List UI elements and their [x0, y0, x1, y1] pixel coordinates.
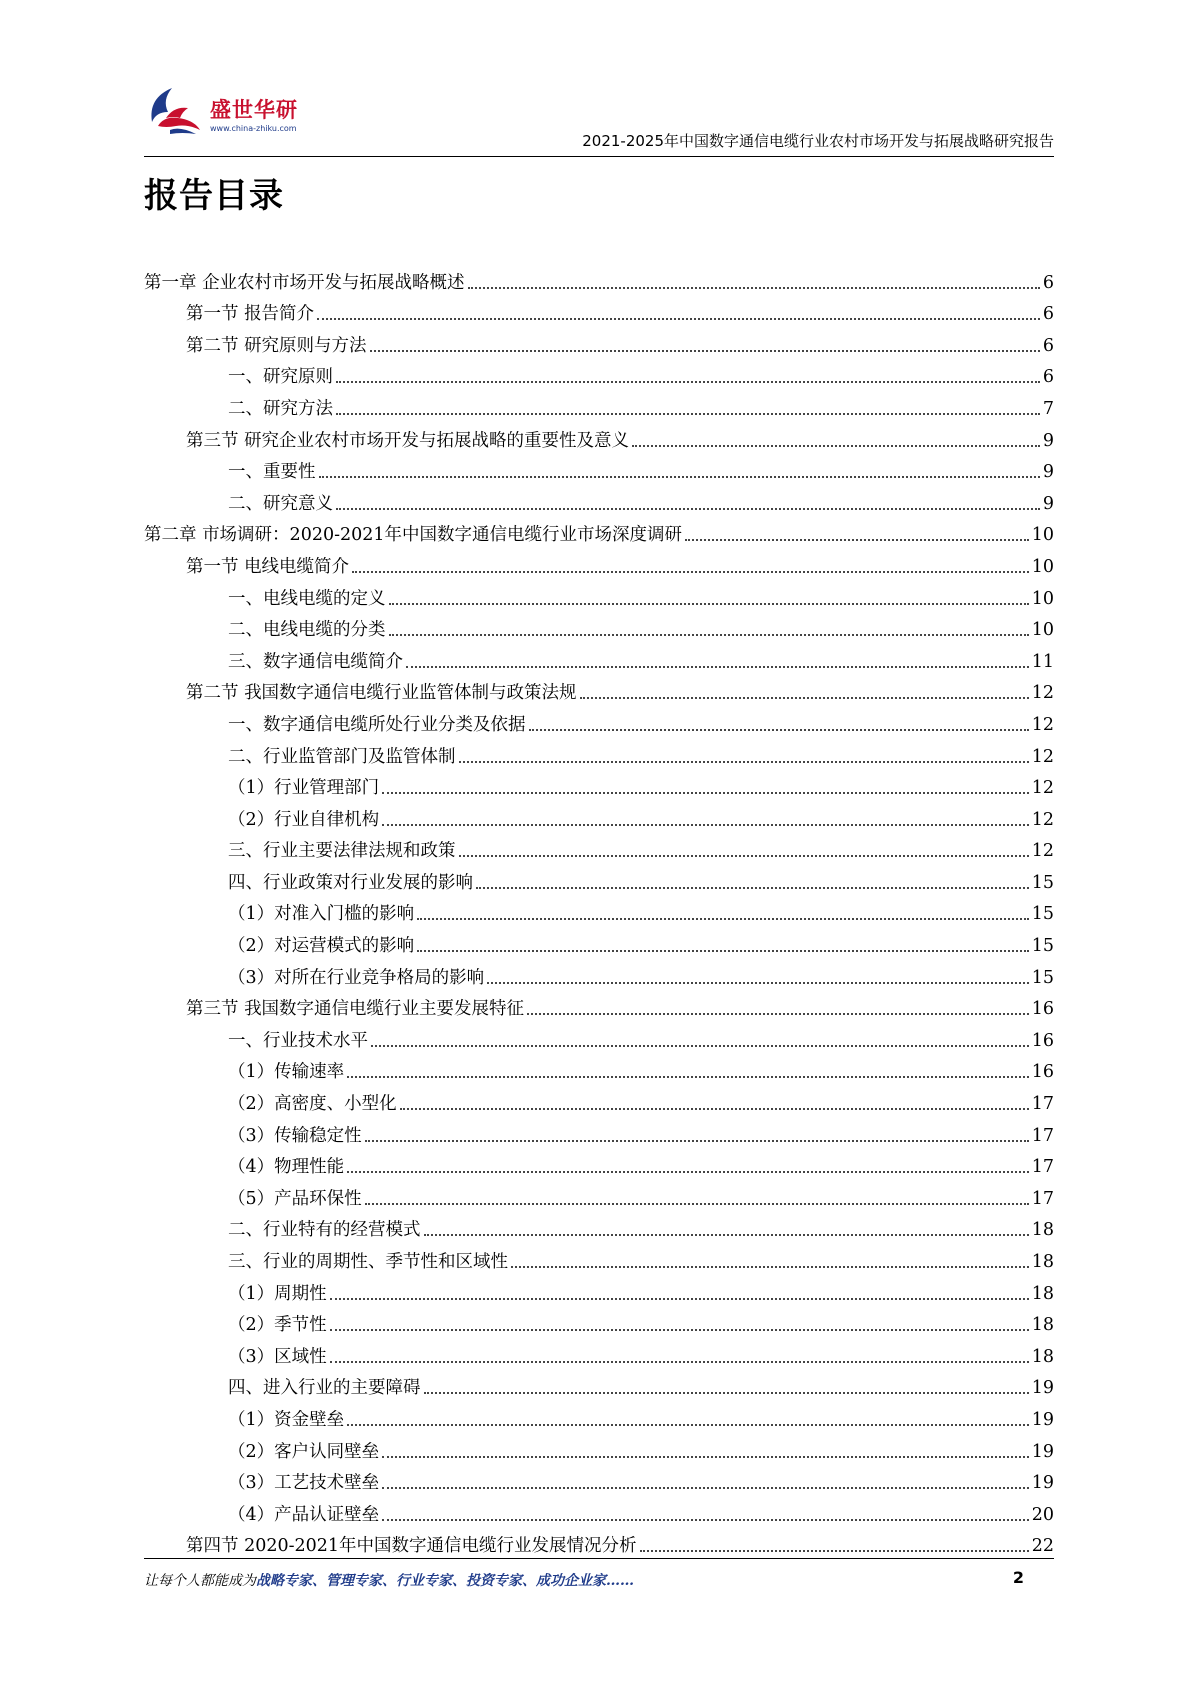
toc-entry-label: 第三节 研究企业农村市场开发与拓展战略的重要性及意义 [186, 430, 630, 451]
toc-entry-label: 二、行业监管部门及监管体制 [228, 746, 456, 767]
toc-entry-page: 7 [1042, 398, 1054, 419]
report-title: 2021-2025年中国数字通信电缆行业农村市场开发与拓展战略研究报告 [582, 132, 1054, 150]
toc-entry[interactable] [144, 1241, 1054, 1273]
toc-dot-leader [424, 1391, 1029, 1394]
toc-entry-label: 三、行业的周期性、季节性和区域性 [228, 1252, 508, 1272]
toc-dot-leader [347, 1423, 1029, 1426]
toc-entry-label: （2）行业自律机构 [228, 809, 380, 830]
toc-entry-page: 12 [1031, 683, 1054, 704]
toc-dot-leader [365, 1139, 1029, 1142]
toc-entry-label: 第二节 研究原则与方法 [186, 335, 367, 356]
toc-dot-leader [382, 791, 1029, 794]
toc-dot-leader [406, 665, 1029, 668]
toc-entry[interactable] [144, 357, 1054, 389]
toc-entry[interactable] [144, 1178, 1054, 1210]
toc-dot-leader [459, 854, 1029, 857]
toc-entry-label: （4）物理性能 [228, 1157, 345, 1178]
toc-dot-leader [529, 728, 1029, 731]
toc-dot-leader [347, 1075, 1029, 1078]
toc-entry-page: 16 [1031, 1030, 1054, 1051]
toc-entry-label: （2）客户认同壁垒 [228, 1441, 380, 1462]
toc-entry-label: 第一节 电线电缆简介 [186, 556, 350, 577]
toc-entry[interactable] [144, 610, 1054, 642]
toc-dot-leader [370, 349, 1040, 352]
toc-dot-leader [389, 602, 1029, 605]
toc-entry-page: 9 [1042, 430, 1054, 451]
toc-entry[interactable] [144, 1083, 1054, 1115]
toc-entry-page: 17 [1031, 1125, 1054, 1146]
toc-entry-page: 19 [1031, 1378, 1054, 1399]
toc-entry[interactable] [144, 1336, 1054, 1368]
toc-entry[interactable] [144, 704, 1054, 736]
toc-entry[interactable] [144, 1020, 1054, 1052]
toc-entry-page: 18 [1031, 1315, 1054, 1336]
toc-entry-label: 第一章 企业农村市场开发与拓展战略概述 [144, 272, 465, 293]
toc-entry[interactable] [144, 1115, 1054, 1147]
toc-dot-leader [382, 823, 1029, 826]
toc-entry[interactable] [144, 1052, 1054, 1084]
toc-dot-leader [468, 286, 1040, 289]
toc-entry[interactable] [144, 388, 1054, 420]
toc-entry[interactable] [144, 1399, 1054, 1431]
toc-entry-label: 一、数字通信电缆所处行业分类及依据 [228, 714, 526, 735]
toc-entry[interactable] [144, 768, 1054, 800]
toc-entry-page: 18 [1031, 1252, 1054, 1272]
toc-entry[interactable] [144, 294, 1054, 326]
footer-slogan-prefix: 让每个人都能成为 [144, 1573, 256, 1589]
toc-entry[interactable] [144, 1147, 1054, 1179]
toc-entry-label: 二、研究意义 [228, 493, 333, 514]
toc-dot-leader [382, 1455, 1029, 1458]
toc-dot-leader [389, 633, 1029, 636]
toc-entry[interactable] [144, 925, 1054, 957]
toc-dot-leader [382, 1518, 1029, 1521]
toc-entry-page: 11 [1031, 651, 1054, 672]
toc-entry-page: 18 [1031, 1220, 1054, 1241]
toc-entry-page: 10 [1031, 556, 1054, 577]
toc-entry[interactable] [144, 989, 1054, 1021]
toc-dot-leader [511, 1265, 1029, 1268]
toc-entry[interactable] [144, 262, 1054, 294]
toc-dot-leader [365, 1202, 1029, 1205]
toc-entry-page: 6 [1042, 335, 1054, 356]
toc-entry[interactable] [144, 1368, 1054, 1400]
toc-entry-page: 17 [1031, 1157, 1054, 1178]
toc-entry-page: 17 [1031, 1188, 1054, 1209]
toc-entry-label: 一、重要性 [228, 462, 316, 483]
toc-dot-leader [330, 1297, 1029, 1300]
toc-dot-leader [640, 1549, 1029, 1552]
toc-dot-leader [424, 1233, 1029, 1236]
toc-entry-page: 9 [1042, 462, 1054, 483]
footer-slogan [144, 1570, 634, 1590]
toc-entry[interactable] [144, 483, 1054, 515]
page-number: 2 [1012, 1568, 1024, 1587]
toc-dot-leader [330, 1328, 1029, 1331]
page-title: 报告目录 [144, 176, 284, 216]
toc-entry-label: 第一节 报告简介 [186, 304, 315, 325]
toc-entry-page: 18 [1031, 1283, 1054, 1304]
toc-entry-page: 20 [1031, 1504, 1054, 1525]
toc-entry[interactable] [144, 957, 1054, 989]
logo-text: 盛世华研 [210, 98, 298, 122]
toc-dot-leader [336, 507, 1040, 510]
toc-dot-leader [580, 696, 1029, 699]
toc-entry-label: （2）季节性 [228, 1315, 327, 1336]
toc-entry-page: 15 [1031, 904, 1054, 925]
toc-entry-page: 12 [1031, 809, 1054, 830]
toc-entry-label: （1）行业管理部门 [228, 778, 380, 799]
footer-divider [144, 1558, 1054, 1559]
toc-entry-page: 19 [1031, 1441, 1054, 1462]
toc-dot-leader [330, 1360, 1029, 1363]
toc-entry-page: 15 [1031, 872, 1054, 893]
toc-entry-label: （5）产品环保性 [228, 1188, 362, 1209]
toc-dot-leader [417, 917, 1029, 920]
toc-entry-label: 四、进入行业的主要障碍 [228, 1378, 421, 1399]
toc-entry-label: 四、行业政策对行业发展的影响 [228, 872, 473, 893]
logo-mark-icon [144, 82, 206, 138]
header-divider [144, 156, 1054, 157]
toc-entry-page: 12 [1031, 746, 1054, 767]
toc-entry-label: （1）周期性 [228, 1283, 327, 1304]
toc-entry-page: 22 [1031, 1536, 1054, 1557]
page-header [144, 82, 1054, 158]
toc-entry-label: 第二节 我国数字通信电缆行业监管体制与政策法规 [186, 683, 577, 704]
toc-entry[interactable] [144, 1494, 1054, 1526]
toc-entry-label: 三、数字通信电缆简介 [228, 651, 403, 672]
footer-slogan-emphasis: 战略专家、管理专家、行业专家、投资专家、成功企业家…… [256, 1573, 634, 1589]
toc-dot-leader [632, 444, 1040, 447]
toc-dot-leader [336, 412, 1040, 415]
toc-entry-page: 9 [1042, 493, 1054, 514]
toc-entry[interactable] [144, 641, 1054, 673]
toc-dot-leader [319, 475, 1040, 478]
toc-entry-page: 16 [1031, 999, 1054, 1020]
toc-entry-label: （3）对所在行业竞争格局的影响 [228, 967, 485, 988]
toc-entry-page: 10 [1031, 525, 1054, 546]
toc-entry[interactable] [144, 1526, 1054, 1558]
toc-dot-leader [352, 570, 1029, 573]
toc-dot-leader [487, 981, 1029, 984]
toc-entry[interactable] [144, 546, 1054, 578]
toc-entry-page: 6 [1042, 272, 1054, 293]
toc-entry[interactable] [144, 1305, 1054, 1337]
toc-dot-leader [371, 1044, 1029, 1047]
toc-entry[interactable] [144, 673, 1054, 705]
toc-dot-leader [459, 760, 1029, 763]
toc-entry-label: 一、研究原则 [228, 367, 333, 388]
toc-entry-label: （3）区域性 [228, 1346, 327, 1367]
toc-entry[interactable] [144, 736, 1054, 768]
toc-entry[interactable] [144, 1210, 1054, 1242]
toc-entry-label: 一、电线电缆的定义 [228, 588, 386, 609]
toc-entry[interactable] [144, 420, 1054, 452]
toc-entry[interactable] [144, 799, 1054, 831]
toc-dot-leader [527, 1012, 1029, 1015]
toc-entry-page: 10 [1031, 620, 1054, 641]
toc-dot-leader [336, 380, 1040, 383]
toc-entry-label: （2）对运营模式的影响 [228, 936, 415, 957]
logo-url: www.china-zhiku.com [210, 124, 297, 133]
toc-dot-leader [476, 886, 1029, 889]
toc-entry-label: （3）传输稳定性 [228, 1125, 362, 1146]
toc-entry-label: 第三节 我国数字通信电缆行业主要发展特征 [186, 999, 525, 1020]
toc-entry-label: （3）工艺技术壁垒 [228, 1473, 380, 1494]
toc-entry-label: （1）资金壁垒 [228, 1409, 345, 1430]
toc-entry-page: 19 [1031, 1473, 1054, 1494]
table-of-contents [144, 262, 1054, 1557]
toc-entry[interactable] [144, 831, 1054, 863]
toc-entry-page: 6 [1042, 304, 1054, 325]
toc-entry-page: 19 [1031, 1409, 1054, 1430]
toc-entry-page: 6 [1042, 367, 1054, 388]
toc-entry-label: 三、行业主要法律法规和政策 [228, 841, 456, 862]
toc-entry-label: 二、研究方法 [228, 398, 333, 419]
toc-entry-page: 15 [1031, 967, 1054, 988]
toc-entry-page: 17 [1031, 1094, 1054, 1115]
toc-entry[interactable] [144, 325, 1054, 357]
toc-entry[interactable] [144, 1431, 1054, 1463]
toc-entry-label: 第四节 2020-2021年中国数字通信电缆行业发展情况分析 [186, 1536, 637, 1557]
toc-entry-page: 12 [1031, 714, 1054, 735]
toc-entry-page: 12 [1031, 778, 1054, 799]
toc-entry-label: （1）传输速率 [228, 1062, 345, 1083]
toc-entry-label: （4）产品认证壁垒 [228, 1504, 380, 1525]
toc-entry-page: 10 [1031, 588, 1054, 609]
toc-entry[interactable] [144, 894, 1054, 926]
toc-dot-leader [382, 1486, 1029, 1489]
toc-entry-page: 12 [1031, 841, 1054, 862]
toc-dot-leader [685, 538, 1029, 541]
company-logo [144, 82, 344, 146]
toc-dot-leader [417, 949, 1029, 952]
toc-entry-page: 18 [1031, 1346, 1054, 1367]
toc-dot-leader [347, 1170, 1029, 1173]
toc-entry[interactable] [144, 515, 1054, 547]
toc-entry-page: 15 [1031, 936, 1054, 957]
toc-entry-label: 二、行业特有的经营模式 [228, 1220, 421, 1241]
toc-entry[interactable] [144, 862, 1054, 894]
toc-entry-label: 二、电线电缆的分类 [228, 620, 386, 641]
toc-entry[interactable] [144, 452, 1054, 484]
toc-entry-label: 第二章 市场调研：2020-2021年中国数字通信电缆行业市场深度调研 [144, 525, 683, 546]
toc-dot-leader [400, 1107, 1029, 1110]
toc-entry[interactable] [144, 1273, 1054, 1305]
toc-entry-label: （2）高密度、小型化 [228, 1094, 397, 1115]
toc-entry-label: 一、行业技术水平 [228, 1030, 368, 1051]
toc-entry-page: 16 [1031, 1062, 1054, 1083]
toc-entry-label: （1）对准入门槛的影响 [228, 904, 415, 925]
toc-dot-leader [317, 317, 1040, 320]
toc-entry[interactable] [144, 1463, 1054, 1495]
toc-entry[interactable] [144, 578, 1054, 610]
